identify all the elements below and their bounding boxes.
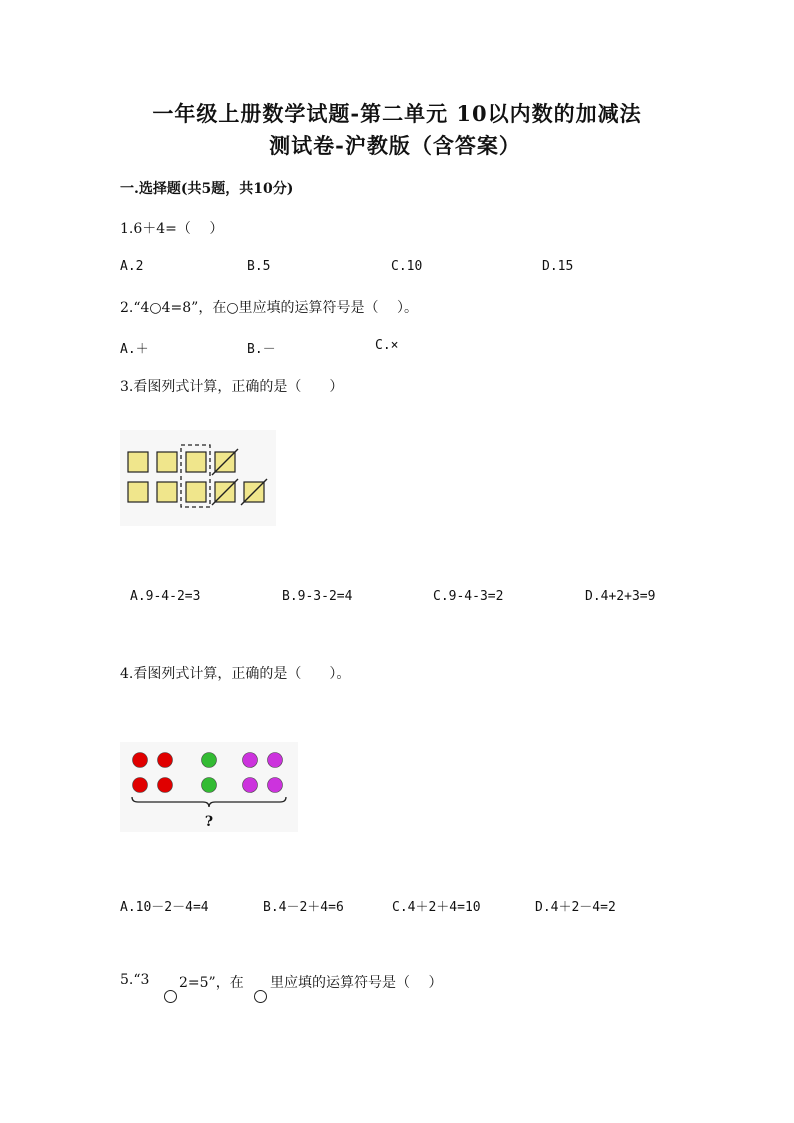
- purple-dot: [268, 753, 283, 768]
- q1-option-b[interactable]: B.5: [247, 259, 271, 274]
- question-5-stem-part1: 5.“3: [120, 972, 150, 988]
- q3-option-d[interactable]: D.4+2+3=9: [585, 589, 656, 604]
- purple-dot: [243, 753, 258, 768]
- red-dot: [158, 778, 173, 793]
- blank-circle-icon: [164, 990, 177, 1003]
- squares-figure: [120, 430, 276, 526]
- purple-dot: [268, 778, 283, 793]
- dots-figure: [120, 742, 298, 832]
- blank-circle-icon: [254, 990, 267, 1003]
- page-title-line1: 一年级上册数学试题-第二单元 10以内数的加减法: [152, 101, 642, 126]
- q4-option-c[interactable]: C.4＋2＋4=10: [392, 900, 481, 915]
- q4-option-d[interactable]: D.4＋2－4=2: [535, 900, 616, 915]
- page-title-line2: 测试卷-沪教版（含答案）: [269, 133, 521, 158]
- q2-option-c[interactable]: C.×: [375, 338, 399, 353]
- question-mark-label: ?: [204, 814, 214, 830]
- question-3-stem: 3.看图列式计算，正确的是（ ）: [120, 379, 344, 395]
- red-dot: [158, 753, 173, 768]
- q1-option-d[interactable]: D.15: [542, 259, 574, 274]
- q4-option-a[interactable]: A.10－2－4=4: [120, 900, 209, 915]
- q1-option-a[interactable]: A.2: [120, 259, 144, 274]
- q3-option-b[interactable]: B.9-3-2=4: [282, 589, 353, 604]
- q3-option-a[interactable]: A.9-4-2=3: [130, 589, 201, 604]
- question-1-stem: 1.6＋4=（ ）: [120, 221, 224, 237]
- red-dot: [133, 778, 148, 793]
- q2-option-a[interactable]: A.＋: [120, 342, 149, 357]
- q2-option-b[interactable]: B.－: [247, 342, 276, 357]
- q1-option-c[interactable]: C.10: [391, 259, 423, 274]
- question-5-stem-part2: 2=5”，在: [179, 975, 244, 991]
- q3-option-c[interactable]: C.9-4-3=2: [433, 589, 504, 604]
- square: [157, 452, 177, 472]
- square: [128, 452, 148, 472]
- green-dot: [202, 753, 217, 768]
- question-4-stem: 4.看图列式计算，正确的是（ ）。: [120, 666, 351, 682]
- square: [186, 482, 206, 502]
- dots-figure-svg: [120, 742, 298, 832]
- square: [186, 452, 206, 472]
- red-dot: [133, 753, 148, 768]
- question-5-stem-part3: 里应填的运算符号是（ ）: [270, 975, 443, 991]
- brace: [132, 797, 286, 807]
- square: [157, 482, 177, 502]
- squares-figure-svg: [120, 430, 276, 526]
- green-dot: [202, 778, 217, 793]
- question-2-stem: 2.“4○4=8”，在○里应填的运算符号是（ ）。: [120, 300, 419, 316]
- purple-dot: [243, 778, 258, 793]
- square: [128, 482, 148, 502]
- q4-option-b[interactable]: B.4－2＋4=6: [263, 900, 344, 915]
- section-heading: 一.选择题(共5题，共10分): [120, 181, 294, 197]
